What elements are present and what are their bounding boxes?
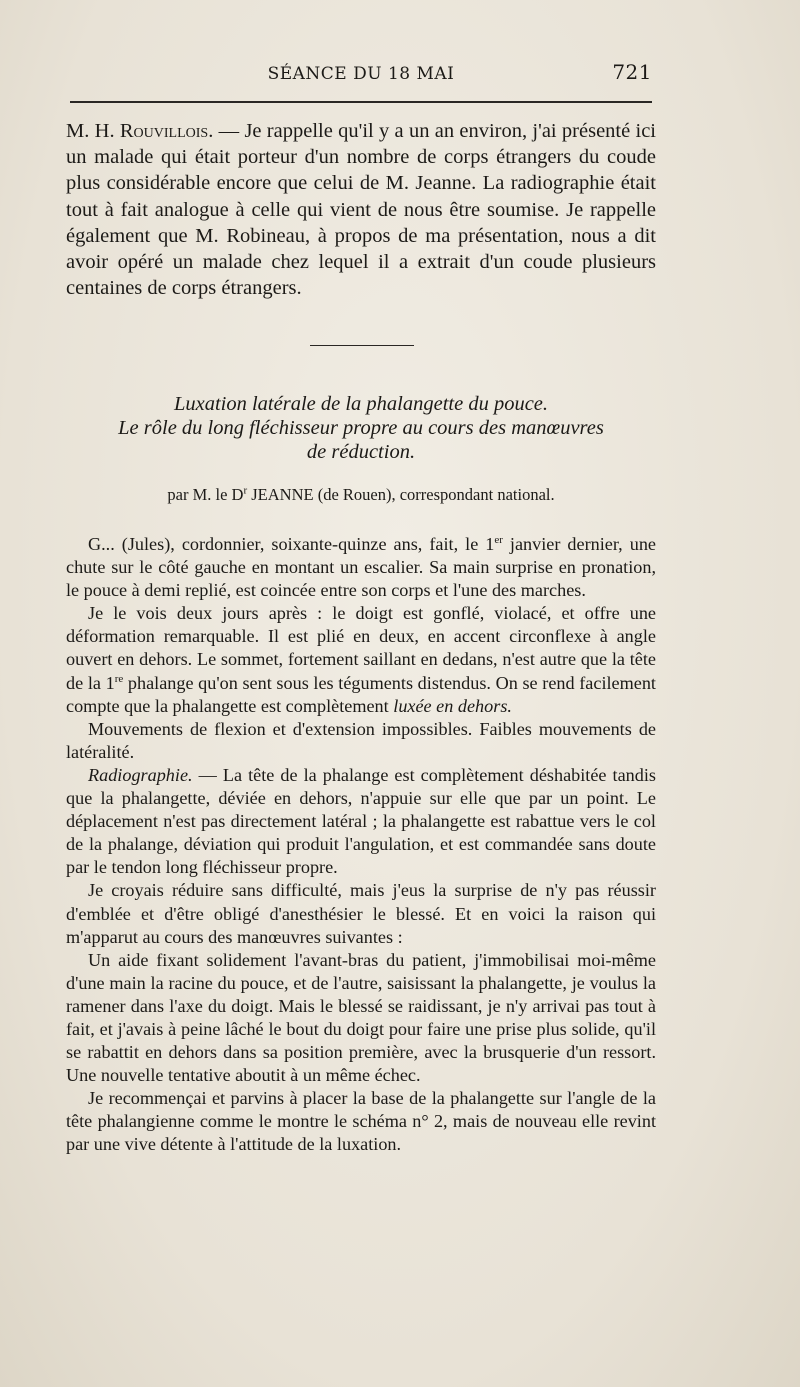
article-byline (66, 485, 656, 505)
p2-superscript: re (114, 672, 124, 685)
body-paragraph-2 (66, 602, 656, 717)
article-title-line-1: Luxation latérale de la phalangette du pouce. (173, 393, 549, 415)
p4-text: — La tête de la phalange est complètement déshabitée tandis que la phalangette, déviée en dehors, n'appuie sur elle que par un point. Le déplacement n'est pas directement latéral ; la phalangette est rabattue vers le col de la phalange, déviation qui produit l'angulation, et est commandée sans doute par le tendon long fléchisseur propre. (66, 764, 656, 878)
body-paragraph-3: Mouvements de flexion et d'extension impossibles. Faibles mouvements de latéralité. (66, 718, 656, 762)
p2-text-b: phalange qu'on sent sous les téguments distendus. On se rend facilement compte que la phalangette est complètement (66, 672, 656, 716)
intervention-text: — Je rappelle qu'il y a un an environ, j'ai présenté ici un malade qui était porteur d'un nombre de corps étrangers du coude plus considérable encore que celui de M. Jeanne. La radiographie était tout à fait analogue à celle qui vient de nous être soumise. Je rappelle également que M. Robineau, à propos de ma présentation, nous a dit avoir opéré un malade chez lequel il a extrait d'un coude plusieurs centaines de corps étrangers. (66, 120, 656, 300)
byline-prefix: par M. le D (167, 485, 244, 504)
article-title-line-2: Le rôle du long fléchisseur propre au cours des manœuvres (118, 417, 604, 439)
page-number: 721 (612, 60, 652, 84)
byline-superscript: r (243, 484, 248, 497)
article-title-line-3: de réduction. (306, 441, 416, 463)
p1-text-a: G... (Jules), cordonnier, soixante-quinze ans, fait, le 1 (88, 534, 495, 554)
header-rule (70, 101, 652, 103)
p1-text-b: janvier dernier, une chute sur le côté gauche en montant un escalier. Sa main surprise en pronation, le pouce à demi replié, est coincée entre son corps et l'une des marches. (66, 534, 656, 601)
body-paragraph-7: Je recommençai et parvins à placer la base de la phalangette sur l'angle de la tête phalangienne comme le montre le schéma n° 2, mais de nouveau elle revint par une vive détente à l'attitude de la luxation. (66, 1088, 656, 1155)
body-paragraph-1 (66, 533, 656, 602)
running-title: SÉANCE DU 18 MAI (267, 64, 455, 84)
article-body (66, 533, 656, 1157)
p1-superscript: er (494, 533, 503, 546)
radiographie-label: Radiographie. (88, 764, 193, 785)
body-paragraph-5: Je croyais réduire sans difficulté, mais j'eus la surprise de n'y pas réussir d'emblée et d'être obligé d'anesthésier le blessé. Et en voici la raison qui m'apparut au cours des manœuvres suivantes : (66, 880, 656, 947)
speaker-name: M. H. Rouvillois. (66, 120, 214, 142)
p2-text-a: Je le vois deux jours après : le doigt est gonflé, violacé, et offre une déformation remarquable. Il est plié en deux, en accent circonflexe à angle ouvert en dehors. Le sommet, fortement saillant en dedans, n'est autre que la tête de la 1 (66, 603, 656, 693)
body-paragraph-4 (66, 764, 656, 879)
byline-author: JEANNE (de Rouen), correspondant national. (247, 485, 555, 504)
article-title (66, 392, 656, 464)
running-header (68, 60, 654, 88)
body-paragraph-6: Un aide fixant solidement l'avant-bras du patient, j'immobilisai moi-même d'une main la racine du pouce, et de l'autre, saisissant la phalangette, je voulus la ramener dans l'axe du doigt. Mais le blessé se raidissant, je n'y arrivai pas tout à fait, et j'avais à peine lâché le bout du doigt pour faire une prise plus solide, qu'il se rabattit en dehors dans sa position première, avec la brusquerie d'un ressort. Une nouvelle tentative aboutit à un même échec. (66, 949, 656, 1086)
section-divider (310, 345, 414, 346)
intervention-paragraph (66, 118, 656, 301)
p2-italic: luxée en dehors. (393, 695, 512, 716)
